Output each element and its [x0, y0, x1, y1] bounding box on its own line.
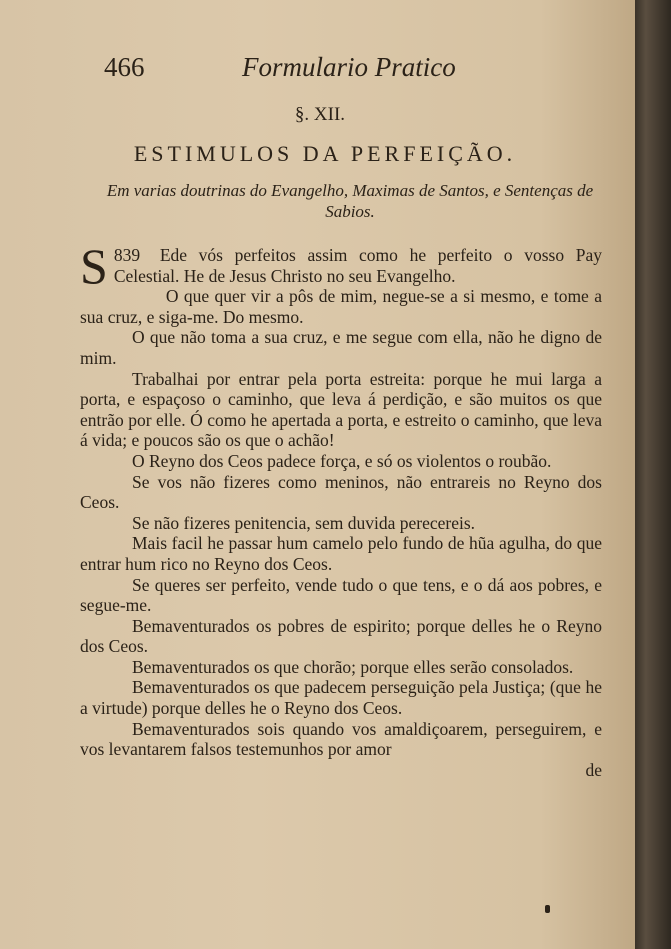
paragraph: O que quer vir a pôs de mim, negue-se a si mesmo, e tome a sua cruz, e siga-me. Do mesmo. — [80, 286, 602, 327]
paragraph: Se não fizeres penitencia, sem duvida perecereis. — [132, 512, 476, 533]
paragraph-number: 839 — [113, 245, 141, 265]
body-text — [80, 238, 602, 780]
section-number: §. XII. — [294, 104, 346, 125]
ink-mark — [545, 905, 550, 913]
page-number: 466 — [104, 52, 145, 82]
page-edge-shadow — [635, 0, 671, 949]
drop-cap: S — [80, 238, 108, 294]
paragraph: Bemaventurados os pobres de espirito; porque delles he o Reyno dos Ceos. — [80, 615, 602, 657]
paragraph: O Reyno dos Ceos padece força, e só os violentos o roubão. — [132, 450, 552, 471]
paragraph: Mais facil he passar hum camelo pelo fundo de hũa agulha, do que entrar hum rico no Reyno dos Ceos. — [80, 533, 602, 574]
running-title: Formulario Pratico — [242, 52, 456, 82]
paragraph: O que não toma a sua cruz, e me segue com ella, não he digno de mim. — [80, 327, 602, 368]
paragraph: Bemaventurados os que padecem perseguição pela Justiça; (que he a virtude) porque delles he o Reyno dos Ceos. — [80, 677, 602, 719]
paragraph: Bemaventurados os que chorão; porque elles serão consolados. — [132, 656, 574, 677]
paragraph: Se queres ser perfeito, vende tudo o que tens, e o dá aos pobres, e segue-me. — [80, 574, 602, 616]
paragraph-839 — [80, 238, 602, 294]
chapter-subtitle: Em varias doutrinas do Evangelho, Maximas de Santos, e Sentenças de Sabios. — [106, 181, 594, 221]
catchword: de — [585, 759, 602, 780]
paragraph: Trabalhai por entrar pela porta estreita: porque he mui larga a porta, e espaçoso o caminho, que leva á perdição, e são muitos os que entrão por elle. Ó como he apertada a porta, e estreito o caminho, que leva á vida; e poucos são os que o achão! — [80, 368, 602, 451]
page-header — [104, 52, 604, 92]
paragraph: Bemaventurados sois quando vos amaldiçoarem, perseguirem, e vos levantarem falsos testemunhos por amor — [80, 718, 602, 760]
chapter-title: ESTIMULOS DA PERFEIÇÃO. — [133, 141, 517, 166]
paragraph-text: Ede vós perfeitos assim como he perfeito o vosso Pay Celestial. He de Jesus Christo no seu Evangelho. — [113, 245, 602, 286]
paragraph: Se vos não fizeres como meninos, não entrareis no Reyno dos Ceos. — [80, 471, 602, 513]
